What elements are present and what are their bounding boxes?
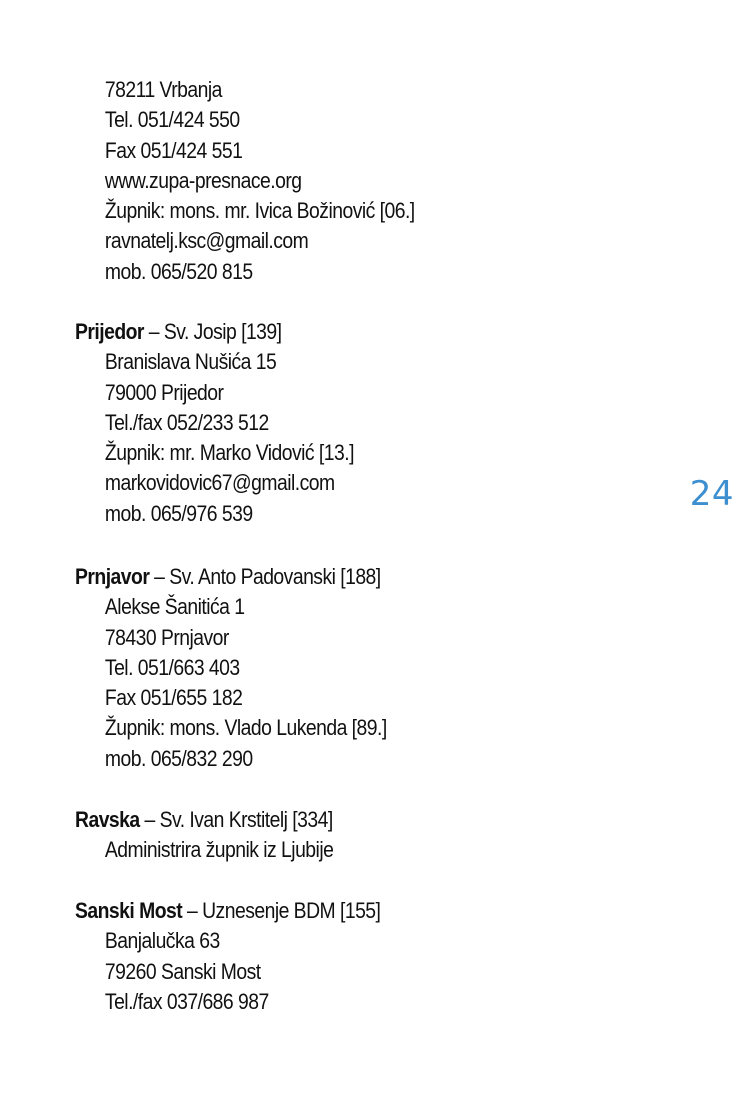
entry-heading [75,562,568,592]
pastor-line: Župnik: mr. Marko Vidović [13.] [104,440,354,466]
website-line: www.zupa-presnace.org [104,167,302,193]
entry-heading [75,805,568,835]
parish-entry-prijedor [75,317,635,529]
mobile-line: mob. 065/976 539 [104,500,253,526]
parish-entry-sanski-most [75,896,635,1017]
pastor-line: Župnik: mons. Vlado Lukenda [89.] [104,715,387,741]
mobile-line: mob. 065/520 815 [104,258,253,284]
email-line: ravnatelj.ksc@gmail.com [104,228,309,254]
administration-line: Administrira župnik iz Ljubije [104,837,334,863]
phone-fax-line: Tel./fax 037/686 987 [104,988,269,1014]
fax-line: Fax 051/424 551 [104,137,243,163]
phone-fax-line: Tel./fax 052/233 512 [104,409,269,435]
street-line: Banjalučka 63 [104,928,220,954]
entry-heading [75,317,568,347]
parish-name: Sanski Most [75,898,183,923]
street-line: Alekse Šanitića 1 [104,594,245,620]
top-entry-continuation [75,75,635,287]
phone-line: Tel. 051/424 550 [104,107,240,133]
parish-title: – Sv. Anto Padovanski [188] [149,564,381,589]
parish-entry-prnjavor [75,562,635,774]
street-line: Branislava Nušića 15 [104,349,277,375]
address-line: 78211 Vrbanja [104,77,222,102]
parish-title: – Uznesenje BDM [155] [182,898,381,923]
pastor-line: Župnik: mons. mr. Ivica Božinović [06.] [104,198,415,224]
email-line: markovidovic67@gmail.com [104,470,335,496]
mobile-line: mob. 065/832 290 [104,745,253,771]
parish-name: Ravska [75,807,140,832]
phone-line: Tel. 051/663 403 [104,654,240,680]
parish-name: Prijedor [75,319,144,344]
parish-name: Prnjavor [75,564,150,589]
postal-line: 79260 Sanski Most [104,958,261,984]
fax-line: Fax 051/655 182 [104,685,243,711]
parish-title: – Sv. Josip [139] [143,319,282,344]
entry-heading [75,896,568,926]
postal-line: 79000 Prijedor [104,379,224,405]
parish-title: – Sv. Ivan Krstitelj [334] [139,807,333,832]
parish-entry-ravska [75,805,635,866]
page-number: 24 [689,474,734,514]
postal-line: 78430 Prnjavor [104,624,229,650]
